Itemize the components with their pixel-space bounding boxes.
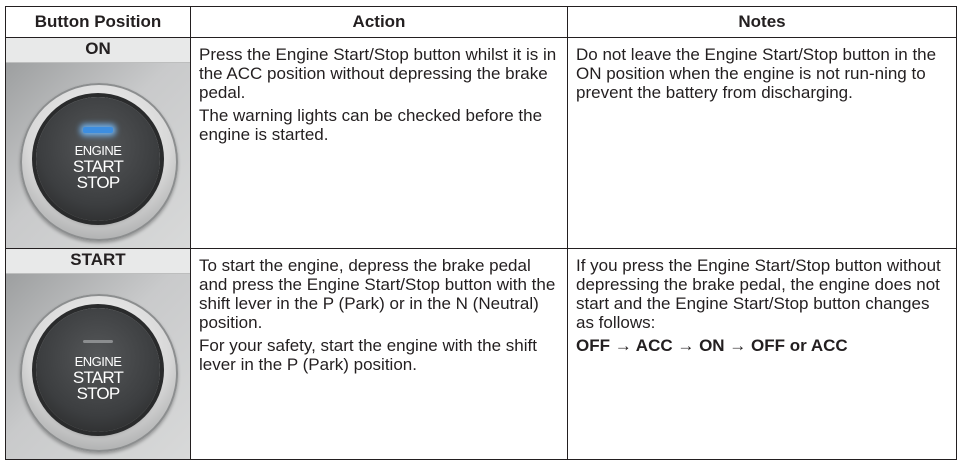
notes-cell	[568, 38, 957, 249]
indicator-light-off-icon	[83, 340, 113, 343]
header-row	[6, 7, 957, 38]
action-text: For your safety, start the engine with the shift lever in the P (Park) position.	[199, 336, 537, 374]
notes-text: Do not leave the Engine Start/Stop button in the ON position when the engine is not run-ning to prevent the battery from discharging.	[576, 45, 937, 102]
action-cell	[191, 249, 568, 460]
action-text: To start the engine, depress the brake pedal and press the Engine Start/Stop button with the shift lever in the P (Park) or in the N (Neutral) position.	[199, 256, 556, 332]
header-button-position: Button Position	[6, 7, 191, 38]
button-text	[36, 354, 160, 402]
button-text-stop: STOP	[76, 173, 120, 192]
engine-start-stop-button-image	[6, 63, 190, 248]
button-text-stop: STOP	[76, 384, 120, 403]
button-text-engine: ENGINE	[74, 354, 122, 369]
header-action: Action	[191, 7, 568, 38]
button-text-start: START	[72, 157, 124, 176]
engine-start-stop-button-image	[6, 274, 190, 459]
header-notes: Notes	[568, 7, 957, 38]
notes-cell	[568, 249, 957, 460]
action-text: Press the Engine Start/Stop button whilst it is in the ACC position without depressing the brake pedal.	[199, 45, 557, 102]
button-text-engine: ENGINE	[74, 143, 122, 158]
position-label: START	[6, 249, 190, 274]
state-sequence: OFF → ACC → ON → OFF or ACC	[576, 336, 848, 355]
button-text	[36, 143, 160, 191]
button-face	[36, 97, 160, 221]
action-cell	[191, 38, 568, 249]
button-bezel	[20, 294, 178, 452]
button-bezel	[20, 83, 178, 241]
indicator-light-on-icon	[83, 127, 113, 133]
button-position-table	[5, 6, 957, 460]
button-face	[36, 308, 160, 432]
position-label: ON	[6, 38, 190, 63]
action-text: The warning lights can be checked before the engine is started.	[199, 106, 543, 144]
notes-text: If you press the Engine Start/Stop button without depressing the brake pedal, the engine does not start and the Engine Start/Stop button changes as follows:	[576, 256, 941, 332]
table-row-start	[6, 249, 957, 460]
position-cell	[6, 249, 191, 460]
button-text-start: START	[72, 368, 124, 387]
table-row-on	[6, 38, 957, 249]
position-cell	[6, 38, 191, 249]
